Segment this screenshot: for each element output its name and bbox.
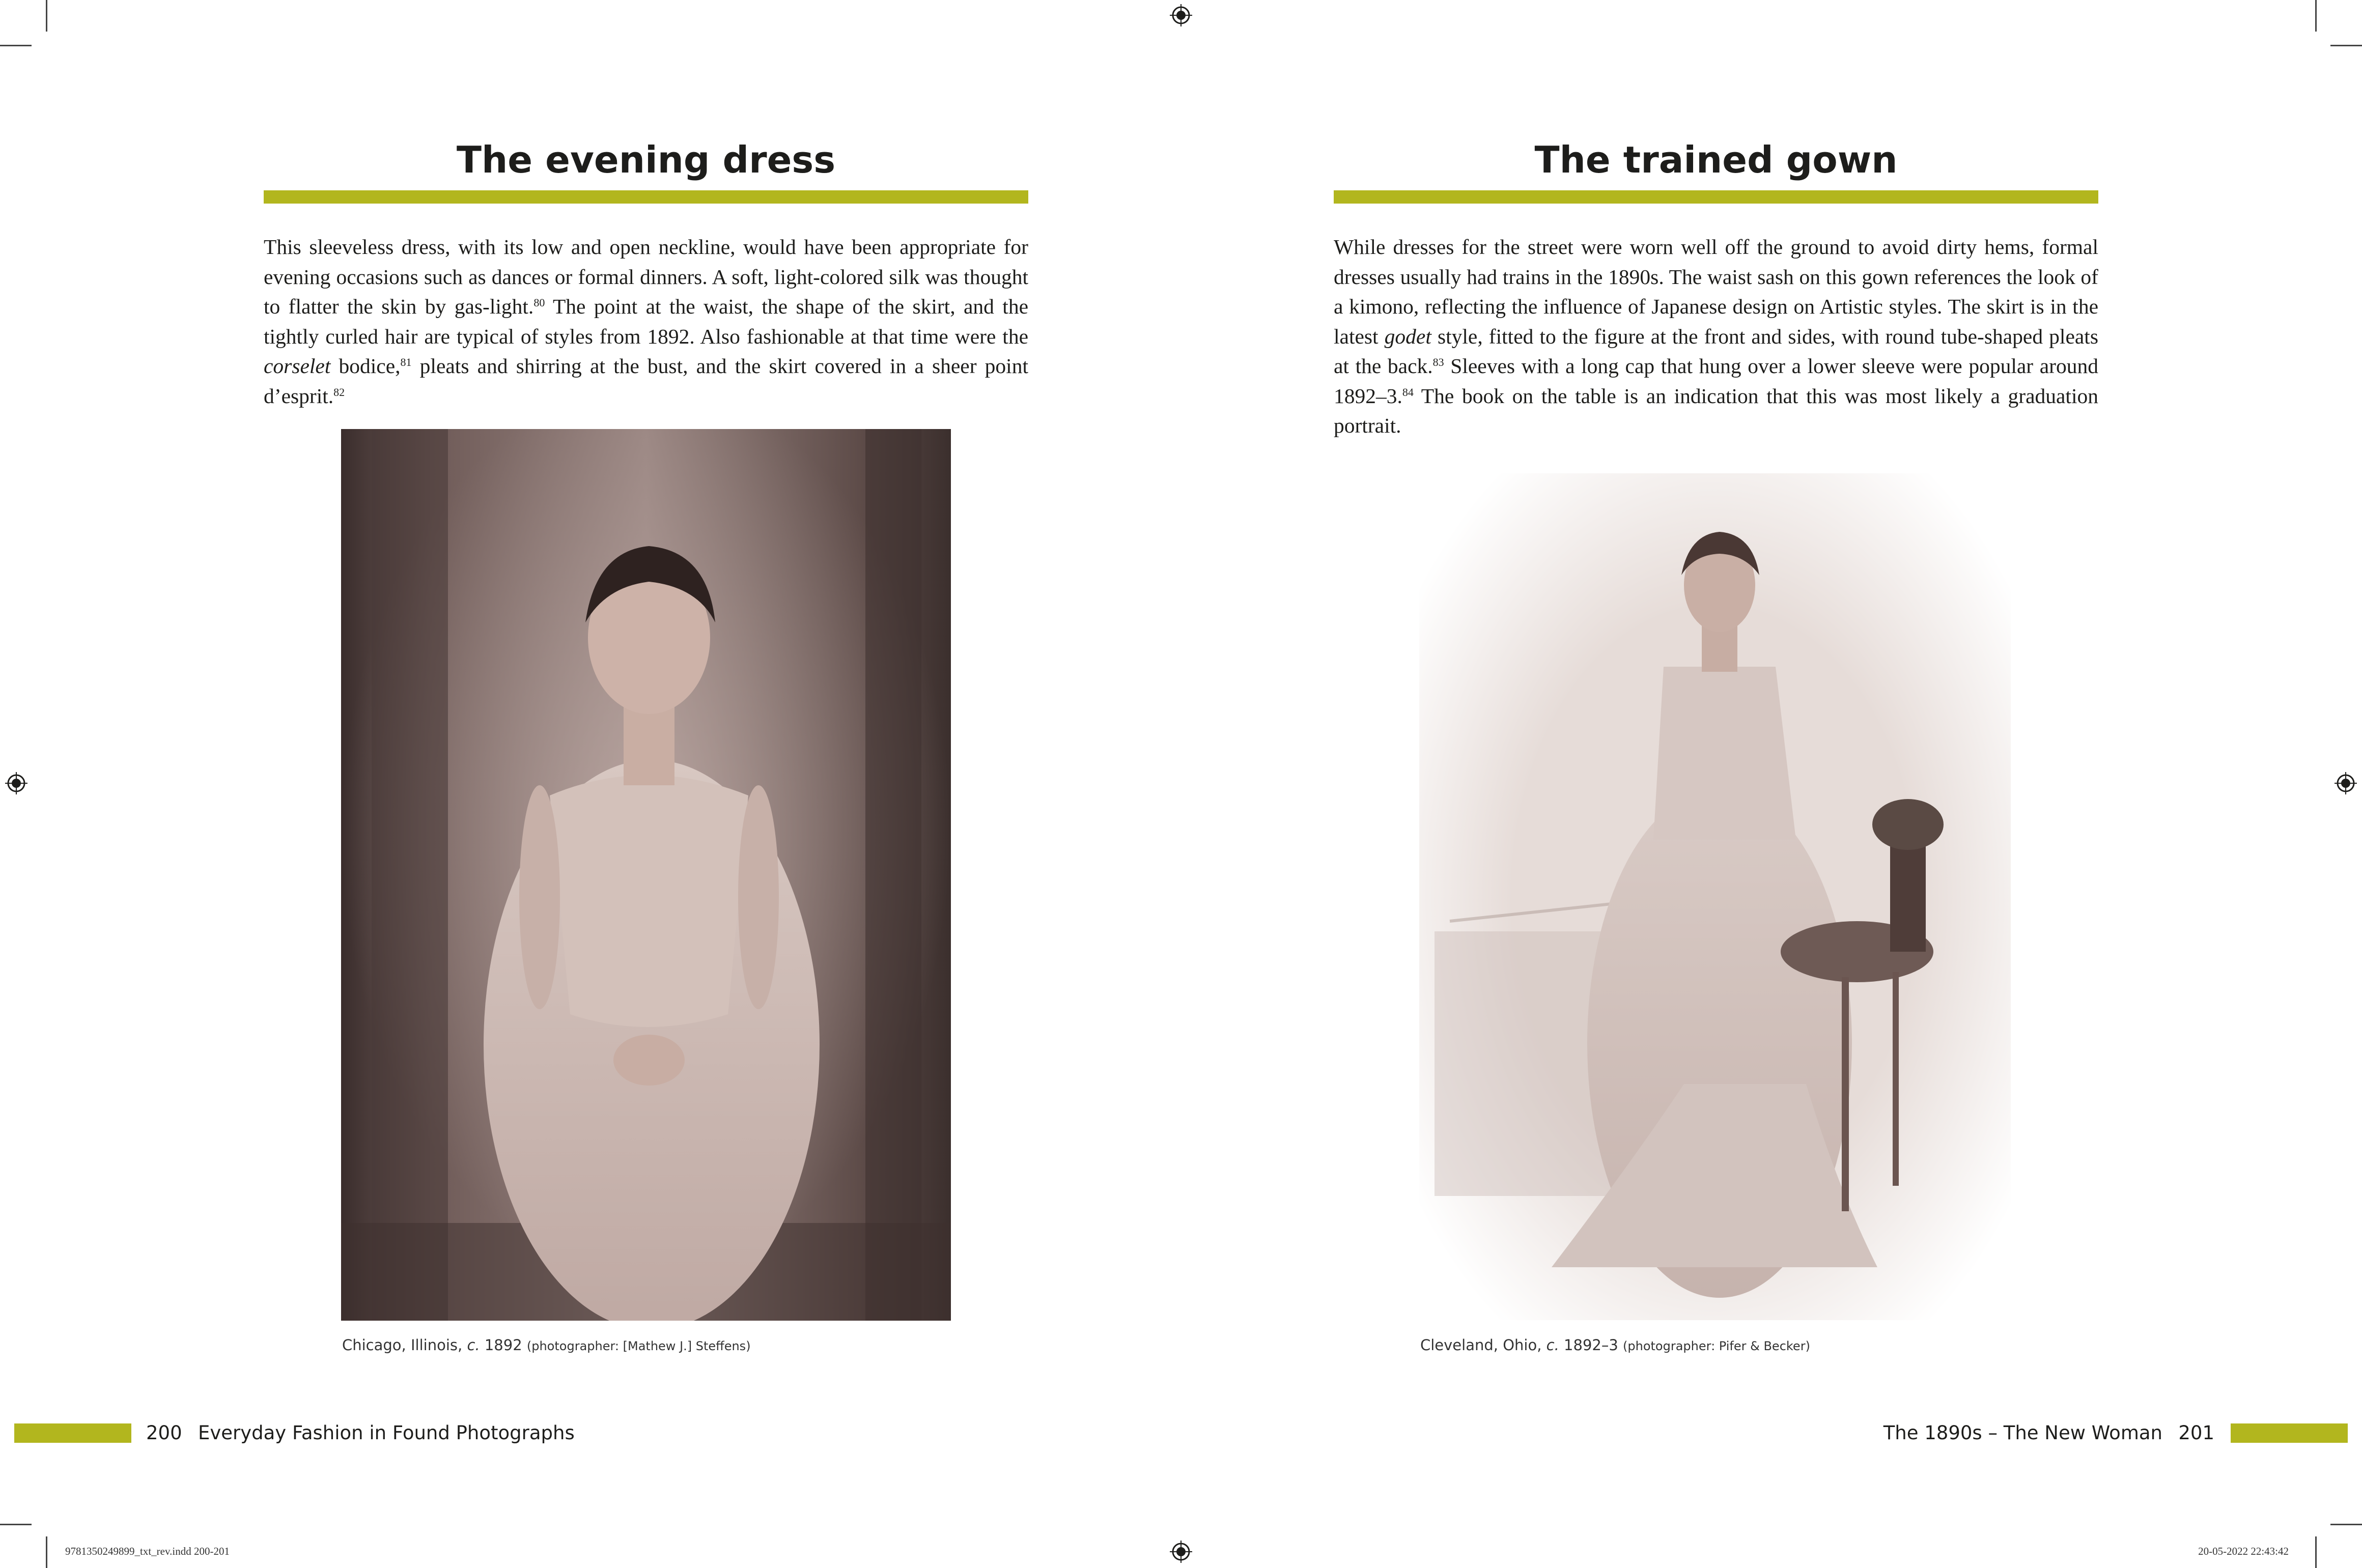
caption-credit: (photographer: [Mathew J.] Steffens) xyxy=(526,1339,751,1353)
timestamp-slug: 20-05-2022 22:43:42 xyxy=(2198,1545,2289,1557)
registration-mark-icon xyxy=(1170,1541,1192,1563)
trained-gown-photograph xyxy=(1419,473,2011,1320)
file-slug: 9781350249899_txt_rev.indd 200-201 xyxy=(65,1545,230,1557)
crop-mark xyxy=(2315,1536,2317,1568)
left-folio: 200 xyxy=(146,1422,182,1444)
caption-text: Chicago, Illinois, xyxy=(342,1336,467,1354)
registration-mark-icon xyxy=(1170,4,1192,26)
registration-mark-icon xyxy=(2335,772,2357,794)
italic-term: corselet xyxy=(264,354,331,378)
left-page-heading: The evening dress xyxy=(456,138,836,181)
text-run: bodice, xyxy=(330,354,401,378)
footnote-ref: 81 xyxy=(400,356,412,368)
left-photo-caption xyxy=(342,1336,751,1354)
right-page-heading: The trained gown xyxy=(1534,138,1898,181)
registration-mark-icon xyxy=(5,772,27,794)
crop-mark xyxy=(46,0,47,32)
footnote-ref: 82 xyxy=(333,385,345,398)
text-run: This sleeveless dress, with its low and open neckline, would have been appropriate for evening occasions such as dances or formal dinners. A soft, light-colored silk was thought to flatter the skin by gas-light. xyxy=(264,235,1028,318)
text-run: pleats and shirring at the bust, and the skirt covered in a sheer point d’esprit. xyxy=(264,354,1028,408)
crop-mark xyxy=(2330,45,2362,46)
crop-mark xyxy=(0,45,32,46)
crop-mark xyxy=(2315,0,2317,32)
footnote-ref: 80 xyxy=(533,296,545,309)
caption-text: Cleveland, Ohio, xyxy=(1420,1336,1546,1354)
text-run: The book on the table is an indication that this was most likely a graduation portrait. xyxy=(1334,384,2098,437)
text-run: Sleeves with a long cap that hung over a lower sleeve were popular around 1892–3. xyxy=(1334,354,2098,408)
text-run: While dresses for the street were worn well off the ground to avoid dirty hems, formal dresses usually had trains in the 1890s. The waist sash on this gown references the look of a kimono, reflecting the influence of Japanese design on Artistic styles. The skirt is in the latest xyxy=(1334,235,2098,348)
right-heading-rule xyxy=(1334,190,2098,204)
crop-mark xyxy=(2330,1524,2362,1525)
caption-text: 1892–3 xyxy=(1559,1336,1623,1354)
text-run: The point at the waist, the shape of the skirt, and the tightly curled hair are typical of styles from 1892. Also fashionable at that time were the xyxy=(264,295,1028,348)
footnote-ref: 83 xyxy=(1432,356,1444,368)
left-running-head: Everyday Fashion in Found Photographs xyxy=(198,1422,575,1444)
right-running-head: The 1890s – The New Woman xyxy=(1883,1422,2162,1444)
right-folio: 201 xyxy=(2178,1422,2214,1444)
right-photo-caption xyxy=(1420,1336,1810,1354)
right-body-paragraph xyxy=(1334,232,2098,441)
caption-text: 1892 xyxy=(480,1336,527,1354)
italic-term: godet xyxy=(1384,324,1431,348)
caption-credit: (photographer: Pifer & Becker) xyxy=(1623,1339,1810,1353)
crop-mark xyxy=(0,1524,32,1525)
left-footer-bar xyxy=(14,1423,131,1443)
crop-mark xyxy=(46,1536,47,1568)
footnote-ref: 84 xyxy=(1402,385,1414,398)
caption-circa: c. xyxy=(1546,1336,1559,1354)
evening-dress-photograph xyxy=(341,429,951,1321)
left-body-paragraph xyxy=(264,232,1028,411)
text-run: style, fitted to the figure at the front and sides, with round tube-shaped pleats at the back. xyxy=(1334,324,2098,378)
right-footer-bar xyxy=(2231,1423,2348,1443)
caption-circa: c. xyxy=(467,1336,480,1354)
left-heading-rule xyxy=(264,190,1028,204)
